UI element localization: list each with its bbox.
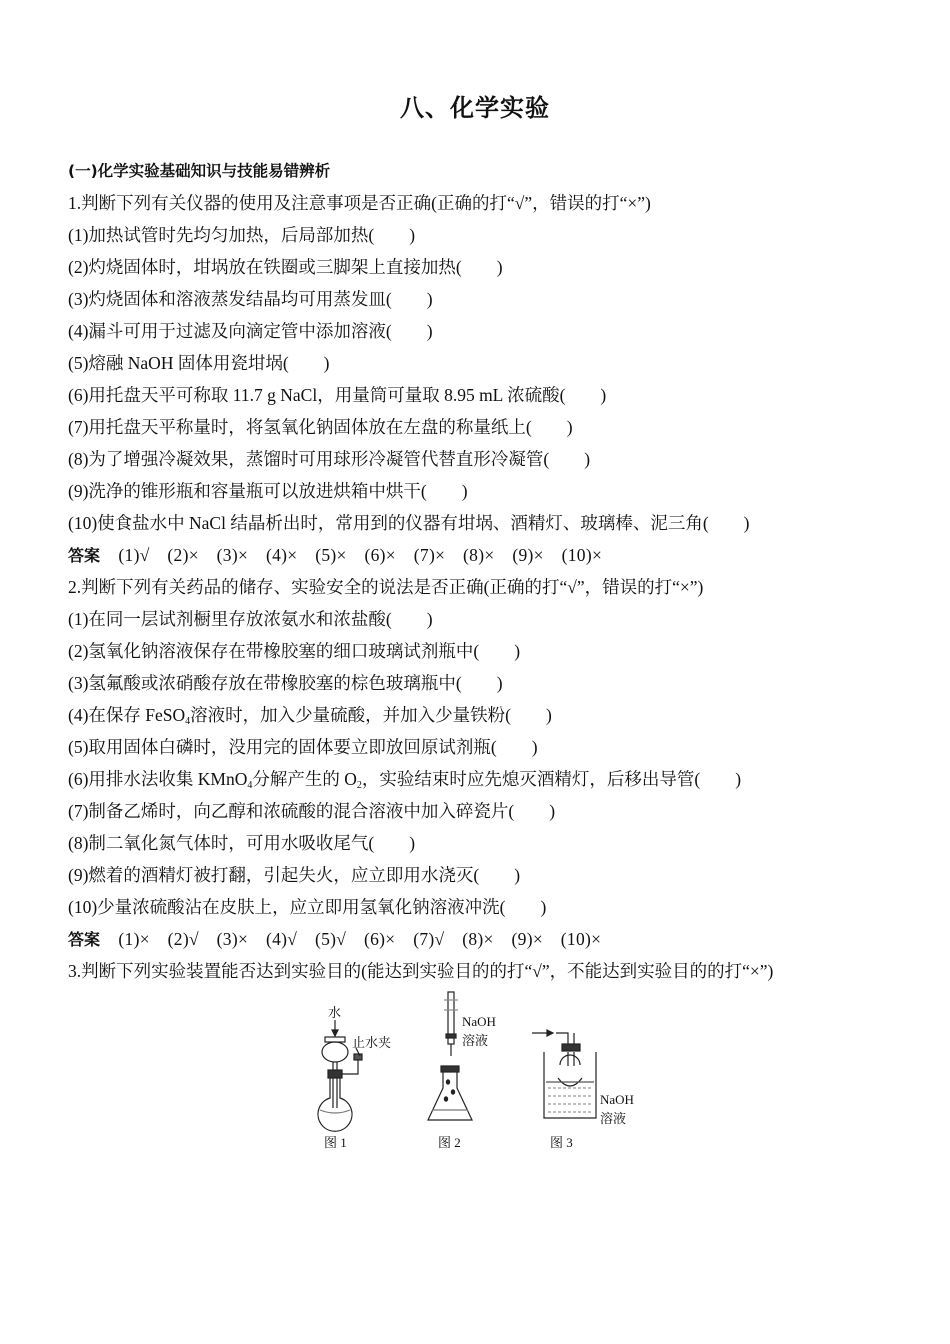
q2-item-3: (3)氢氟酸或浓硝酸存放在带橡胶塞的棕色玻璃瓶中( ) [68,673,503,693]
q1-answer-row [68,543,602,568]
figure-1-caption: 图 1 [324,1135,347,1150]
answer-values: (1)√ (2)× (3)× (4)× (5)× (6)× (7)× (8)× (9)× (10)× [118,545,603,565]
apparatus-figures [300,990,650,1155]
fig1-clamp-label: 止水夹 [352,1035,392,1050]
answer-values: (1)× (2)√ (3)× (4)√ (5)√ (6)× (7)√ (8)× (9)× (10)× [118,929,602,949]
section-heading: (一)化学实验基础知识与技能易错辨析 [68,162,331,180]
q2-item-7: (7)制备乙烯时，向乙醇和浓硫酸的混合溶液中加入碎瓷片( ) [68,801,556,821]
q2-item-4-text-a: (4)在保存 FeSO [68,705,186,725]
q2-item-6-text-a: (6)用排水法收集 KMnO [68,769,248,789]
q1-item-2: (2)灼烧固体时，坩埚放在铁圈或三脚架上直接加热( ) [68,257,503,277]
figure-2-apparatus [428,992,472,1120]
q2-item-1: (1)在同一层试剂橱里存放浓氨水和浓盐酸( ) [68,609,433,629]
fig1-water-label: 水 [328,1005,342,1020]
q2-item-5: (5)取用固体白磷时，没用完的固体要立即放回原试剂瓶( ) [68,737,538,757]
question-3-stem: 3.判断下列实验装置能否达到实验目的(能达到实验目的的打“√”，不能达到实验目的的打“×”) [68,961,774,981]
q1-item-1: (1)加热试管时先均匀加热，后局部加热( ) [68,225,416,245]
figure-2-caption: 图 2 [438,1135,461,1150]
question-1-stem: 1.判断下列有关仪器的使用及注意事项是否正确(正确的打“√”，错误的打“×”) [68,193,651,213]
figure-3-caption: 图 3 [550,1135,573,1150]
page-title: 八、化学实验 [400,94,550,122]
fig3-naoh-label: NaOH [600,1092,634,1107]
q2-item-9: (9)燃着的酒精灯被打翻，引起失火，应立即用水浇灭( ) [68,865,521,885]
subscript: 2 [356,780,362,791]
q2-item-4 [68,703,552,734]
q2-item-6 [68,767,741,798]
subscript: 4 [247,780,253,791]
q2-item-10: (10)少量浓硫酸沾在皮肤上，应立即用氢氧化钠溶液冲洗( ) [68,897,547,917]
q1-item-3: (3)灼烧固体和溶液蒸发结晶均可用蒸发皿( ) [68,289,433,309]
q1-item-8: (8)为了增强冷凝效果，蒸馏时可用球形冷凝管代替直形冷凝管( ) [68,449,591,469]
question-2-stem: 2.判断下列有关药品的储存、实验安全的说法是否正确(正确的打“√”，错误的打“×”) [68,577,704,597]
fig3-solution-label: 溶液 [600,1111,627,1126]
fig2-naoh-label: NaOH [462,1014,496,1029]
answer-label: 答案 [68,546,101,565]
q2-item-2: (2)氢氧化钠溶液保存在带橡胶塞的细口玻璃试剂瓶中( ) [68,641,521,661]
q1-item-9: (9)洗净的锥形瓶和容量瓶可以放进烘箱中烘干( ) [68,481,468,501]
q1-item-10: (10)使食盐水中 NaCl 结晶析出时，常用到的仪器有坩埚、酒精灯、玻璃棒、泥三角( ) [68,513,750,533]
fig2-solution-label: 溶液 [462,1033,489,1048]
figure-3-apparatus [532,1030,596,1118]
q1-item-5: (5)熔融 NaOH 固体用瓷坩埚( ) [68,353,330,373]
q1-item-6: (6)用托盘天平可称取 11.7 g NaCl，用量筒可量取 8.95 mL 浓硫酸( ) [68,385,607,405]
answer-label: 答案 [68,930,101,949]
q1-item-4: (4)漏斗可用于过滤及向滴定管中添加溶液( ) [68,321,433,341]
subscript: 4 [185,716,191,727]
q2-item-4-text-b: 溶液时，加入少量硫酸，并加入少量铁粉( ) [190,705,552,725]
q2-item-8: (8)制二氧化氮气体时，可用水吸收尾气( ) [68,833,416,853]
q2-item-6-text-c: ，实验结束时应先熄灭酒精灯，后移出导管( ) [361,769,742,789]
q2-answer-row [68,927,601,952]
q1-item-7: (7)用托盘天平称量时，将氢氧化钠固体放在左盘的称量纸上( ) [68,417,573,437]
q2-item-6-text-b: 分解产生的 O [252,769,357,789]
